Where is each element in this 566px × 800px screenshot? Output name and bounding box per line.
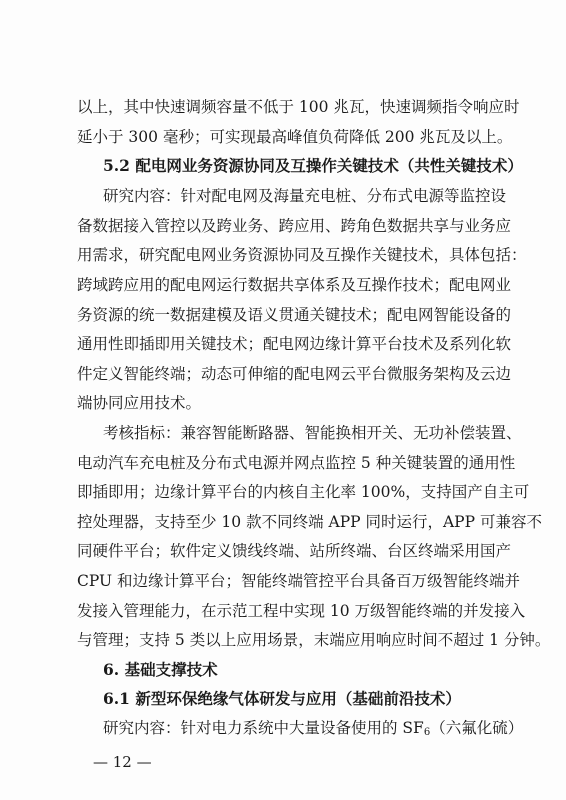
- paragraph-line: 研究内容：针对配电网及海量充电桩、分布式电源等监控设: [103, 187, 507, 205]
- section-heading-5-2: 5.2 配电网业务资源协同及互操作关键技术（共性关键技术）: [103, 156, 523, 175]
- paragraph-line: 控处理器，支持至少 10 款不同终端 APP 同时运行，APP 可兼容不: [77, 513, 542, 531]
- paragraph-line: 以上，其中快速调频容量不低于 100 兆瓦，快速调频指令响应时: [77, 98, 520, 116]
- paragraph-line: 考核指标：兼容智能断路器、智能换相开关、无功补偿装置、: [103, 424, 522, 442]
- section-heading-6-1: 6.1 新型环保绝缘气体研发与应用（基础前沿技术）: [103, 689, 461, 708]
- paragraph-line: 同硬件平台；软件定义馈线终端、站所终端、台区终端采用国产: [77, 542, 512, 560]
- paragraph-line: 跨域跨应用的配电网运行数据共享体系及互操作技术；配电网业: [77, 276, 512, 294]
- subscript: 6: [423, 727, 431, 738]
- paragraph-line: CPU 和边缘计算平台；智能终端管控平台具备百万级智能终端并: [77, 572, 521, 590]
- paragraph-line: 发接入管理能力，在示范工程中实现 10 万级智能终端的并发接入: [77, 602, 526, 620]
- paragraph-line: 电动汽车充电桩及分布式电源并网点监控 5 种关键装置的通用性: [77, 454, 516, 472]
- section-heading-6: 6. 基础支撑技术: [103, 660, 218, 679]
- paragraph-text: （六氟化硫）: [430, 719, 524, 737]
- paragraph-line: 件定义智能终端；动态可伸缩的配电网云平台微服务架构及云边: [77, 365, 512, 383]
- paragraph-line: 即插即用；边缘计算平台的内核自主化率 100%，支持国产自主可: [77, 483, 530, 501]
- paragraph-line: 备数据接入管控以及跨业务、跨应用、跨角色数据共享与业务应: [77, 217, 512, 235]
- paragraph-line: 务资源的统一数据建模及语义贯通关键技术；配电网智能设备的: [77, 306, 512, 324]
- page-number: — 12 —: [93, 753, 152, 771]
- paragraph-line: 延小于 300 毫秒；可实现最高峰值负荷降低 200 兆瓦及以上。: [77, 128, 513, 146]
- paragraph-line: [103, 718, 524, 738]
- paragraph-text: 研究内容：针对电力系统中大量设备使用的 SF: [103, 719, 424, 737]
- paragraph-line: 端协同应用技术。: [77, 394, 202, 412]
- paragraph-line: 用需求，研究配电网业务资源协同及互操作关键技术，具体包括：: [77, 246, 527, 264]
- paragraph-line: 与管理；支持 5 类以上应用场景，末端应用响应时间不超过 1 分钟。: [77, 631, 551, 649]
- paragraph-line: 通用性即插即用关键技术；配电网边缘计算平台技术及系列化软: [77, 335, 512, 353]
